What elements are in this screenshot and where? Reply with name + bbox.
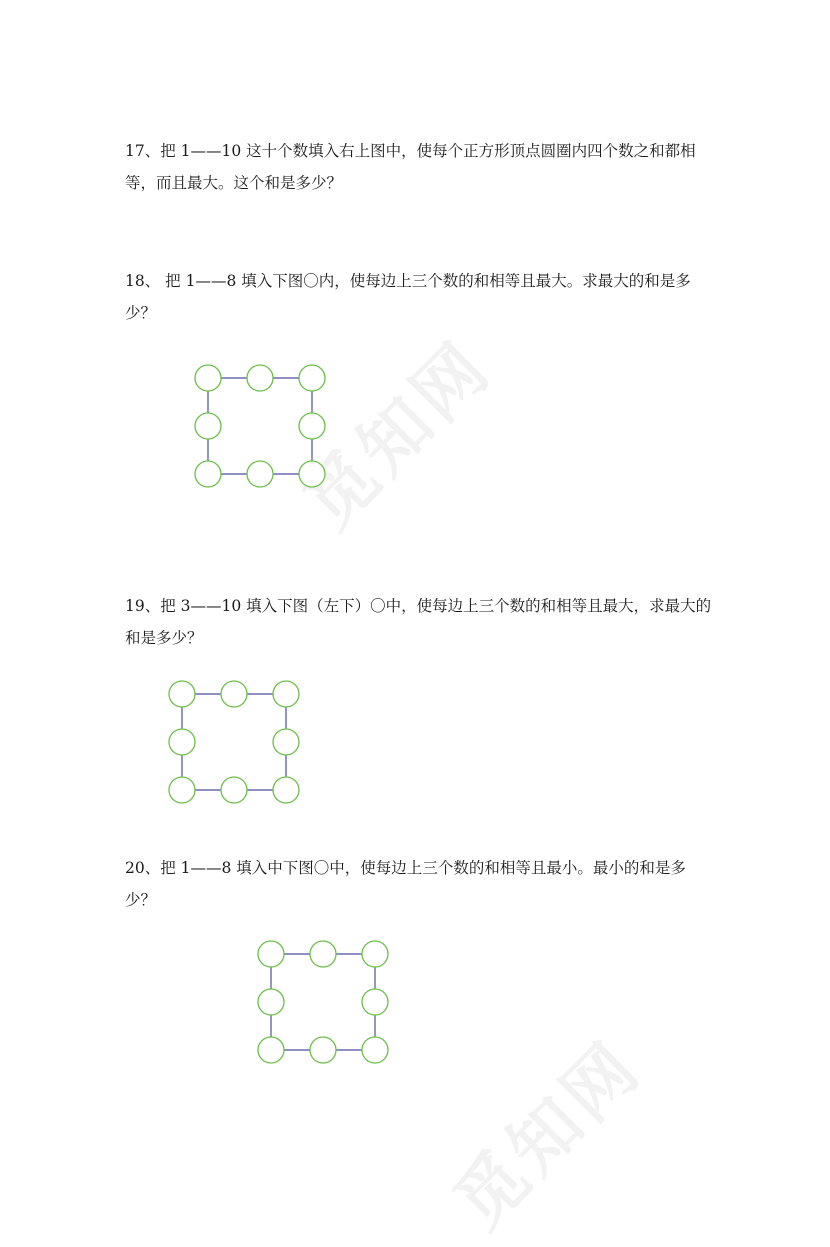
question-text: 把 1——8 填入下图〇内，使每边上三个数的和相等且最大。求最大的和是多少？ [125,272,691,322]
q19-square-circle-diagram [168,680,300,804]
question-text: 把 1——8 填入中下图〇中，使每边上三个数的和相等且最小。最小的和是多少？ [125,859,686,909]
question-number: 18、 [125,272,161,290]
number-circle [221,681,247,707]
number-circle [195,365,221,391]
square-diagram-svg [257,940,389,1064]
question-number: 20、 [125,859,161,877]
number-circle [247,461,273,487]
question-number: 17、 [125,142,161,160]
number-circle [362,1037,388,1063]
square-diagram-svg [194,364,326,488]
number-circle [247,365,273,391]
number-circle [221,777,247,803]
number-circle [273,681,299,707]
number-circle [273,729,299,755]
number-circle [169,777,195,803]
number-circle [299,413,325,439]
number-circle [258,1037,284,1063]
number-circle [310,1037,336,1063]
number-circle [362,989,388,1015]
number-circle [299,461,325,487]
question-number: 19、 [125,597,161,615]
question-text: 把 1——10 这十个数填入右上图中，使每个正方形顶点圆圈内四个数之和都相等，而且最大。这个和是多少？ [125,142,696,192]
question-20 [125,852,715,916]
number-circle [258,941,284,967]
number-circle [299,365,325,391]
question-17 [125,135,715,199]
watermark: 觅知网 [438,1024,658,1244]
number-circle [195,413,221,439]
number-circle [362,941,388,967]
q18-square-circle-diagram [194,364,326,488]
number-circle [169,729,195,755]
number-circle [169,681,195,707]
number-circle [258,989,284,1015]
number-circle [195,461,221,487]
number-circle [273,777,299,803]
square-diagram-svg [168,680,300,804]
q20-square-circle-diagram [257,940,389,1064]
number-circle [310,941,336,967]
question-text: 把 3——10 填入下图（左下）〇中，使每边上三个数的和相等且最大，求最大的和是多少？ [125,597,712,647]
question-19 [125,590,715,654]
question-18 [125,265,715,329]
watermark: 觅知网 [288,324,508,544]
